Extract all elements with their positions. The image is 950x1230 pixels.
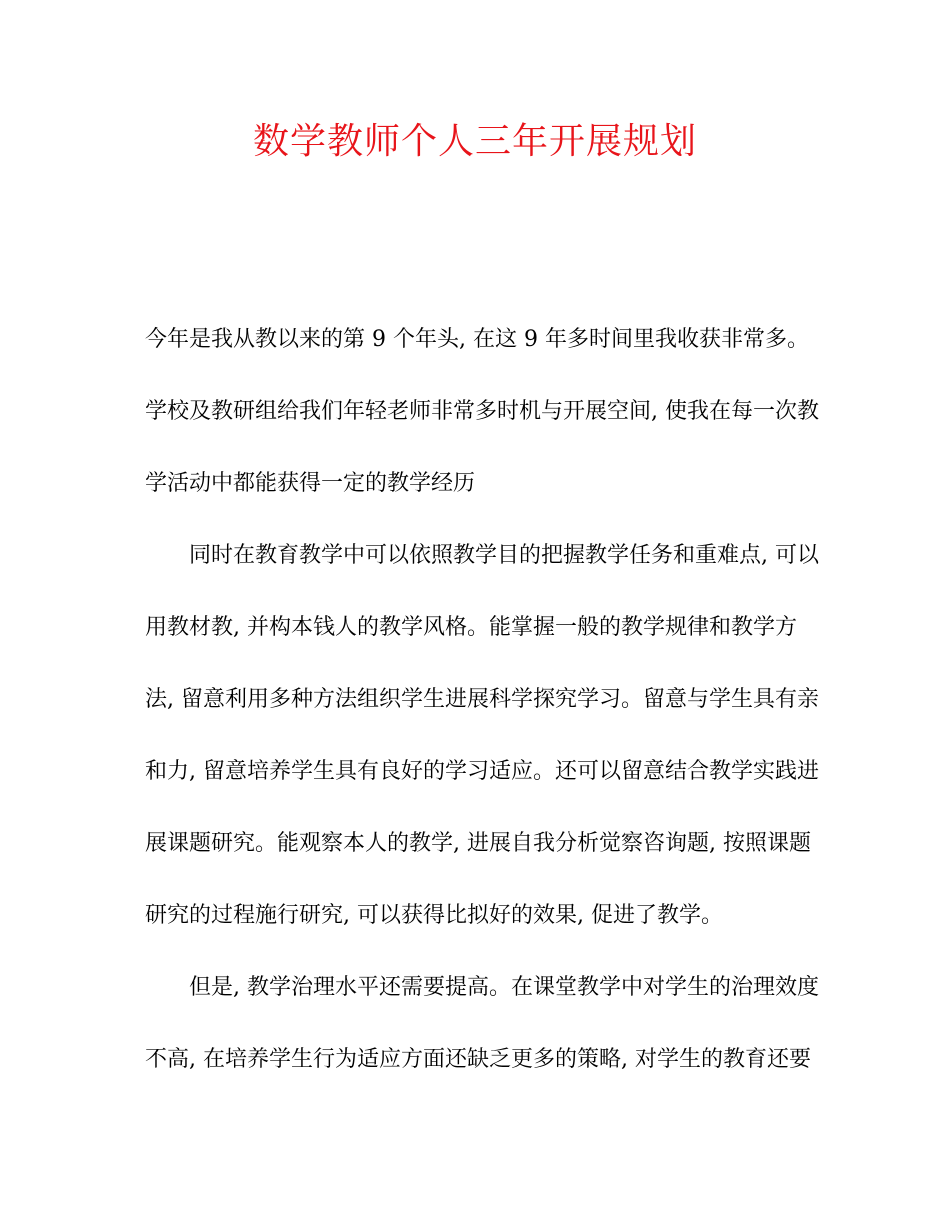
body-line-5: 用教材教, 并构本钱人的教学风格。能掌握一般的教学规律和教学方 xyxy=(145,615,797,640)
body-line-7: 和力, 留意培养学生具有良好的学习适应。还可以留意结合教学实践进 xyxy=(145,759,819,784)
body-line-1: 今年是我从教以来的第 9 个年头, 在这 9 年多时间里我收获非常多。 xyxy=(145,327,809,352)
body-line-6: 法, 留意利用多种方法组织学生进展科学探究学习。留意与学生具有亲 xyxy=(145,687,819,712)
body-line-8: 展课题研究。能观察本人的教学, 进展自我分析觉察咨询题, 按照课题 xyxy=(145,831,811,856)
body-line-4: 同时在教育教学中可以依照教学目的把握教学任务和重难点, 可以 xyxy=(145,543,819,568)
body-line-2: 学校及教研组给我们年轻老师非常多时机与开展空间, 使我在每一次教 xyxy=(145,399,819,424)
body-line-3: 学活动中都能获得一定的教学经历 xyxy=(145,471,476,496)
document-title: 数学教师个人三年开展规划 xyxy=(252,121,697,162)
body-line-10: 但是, 教学治理水平还需要提高。在课堂教学中对学生的治理效度 xyxy=(145,975,819,1000)
body-line-11: 不高, 在培养学生行为适应方面还缺乏更多的策略, 对学生的教育还要 xyxy=(145,1047,811,1072)
body-line-9: 研究的过程施行研究, 可以获得比拟好的效果, 促进了教学。 xyxy=(145,903,723,928)
